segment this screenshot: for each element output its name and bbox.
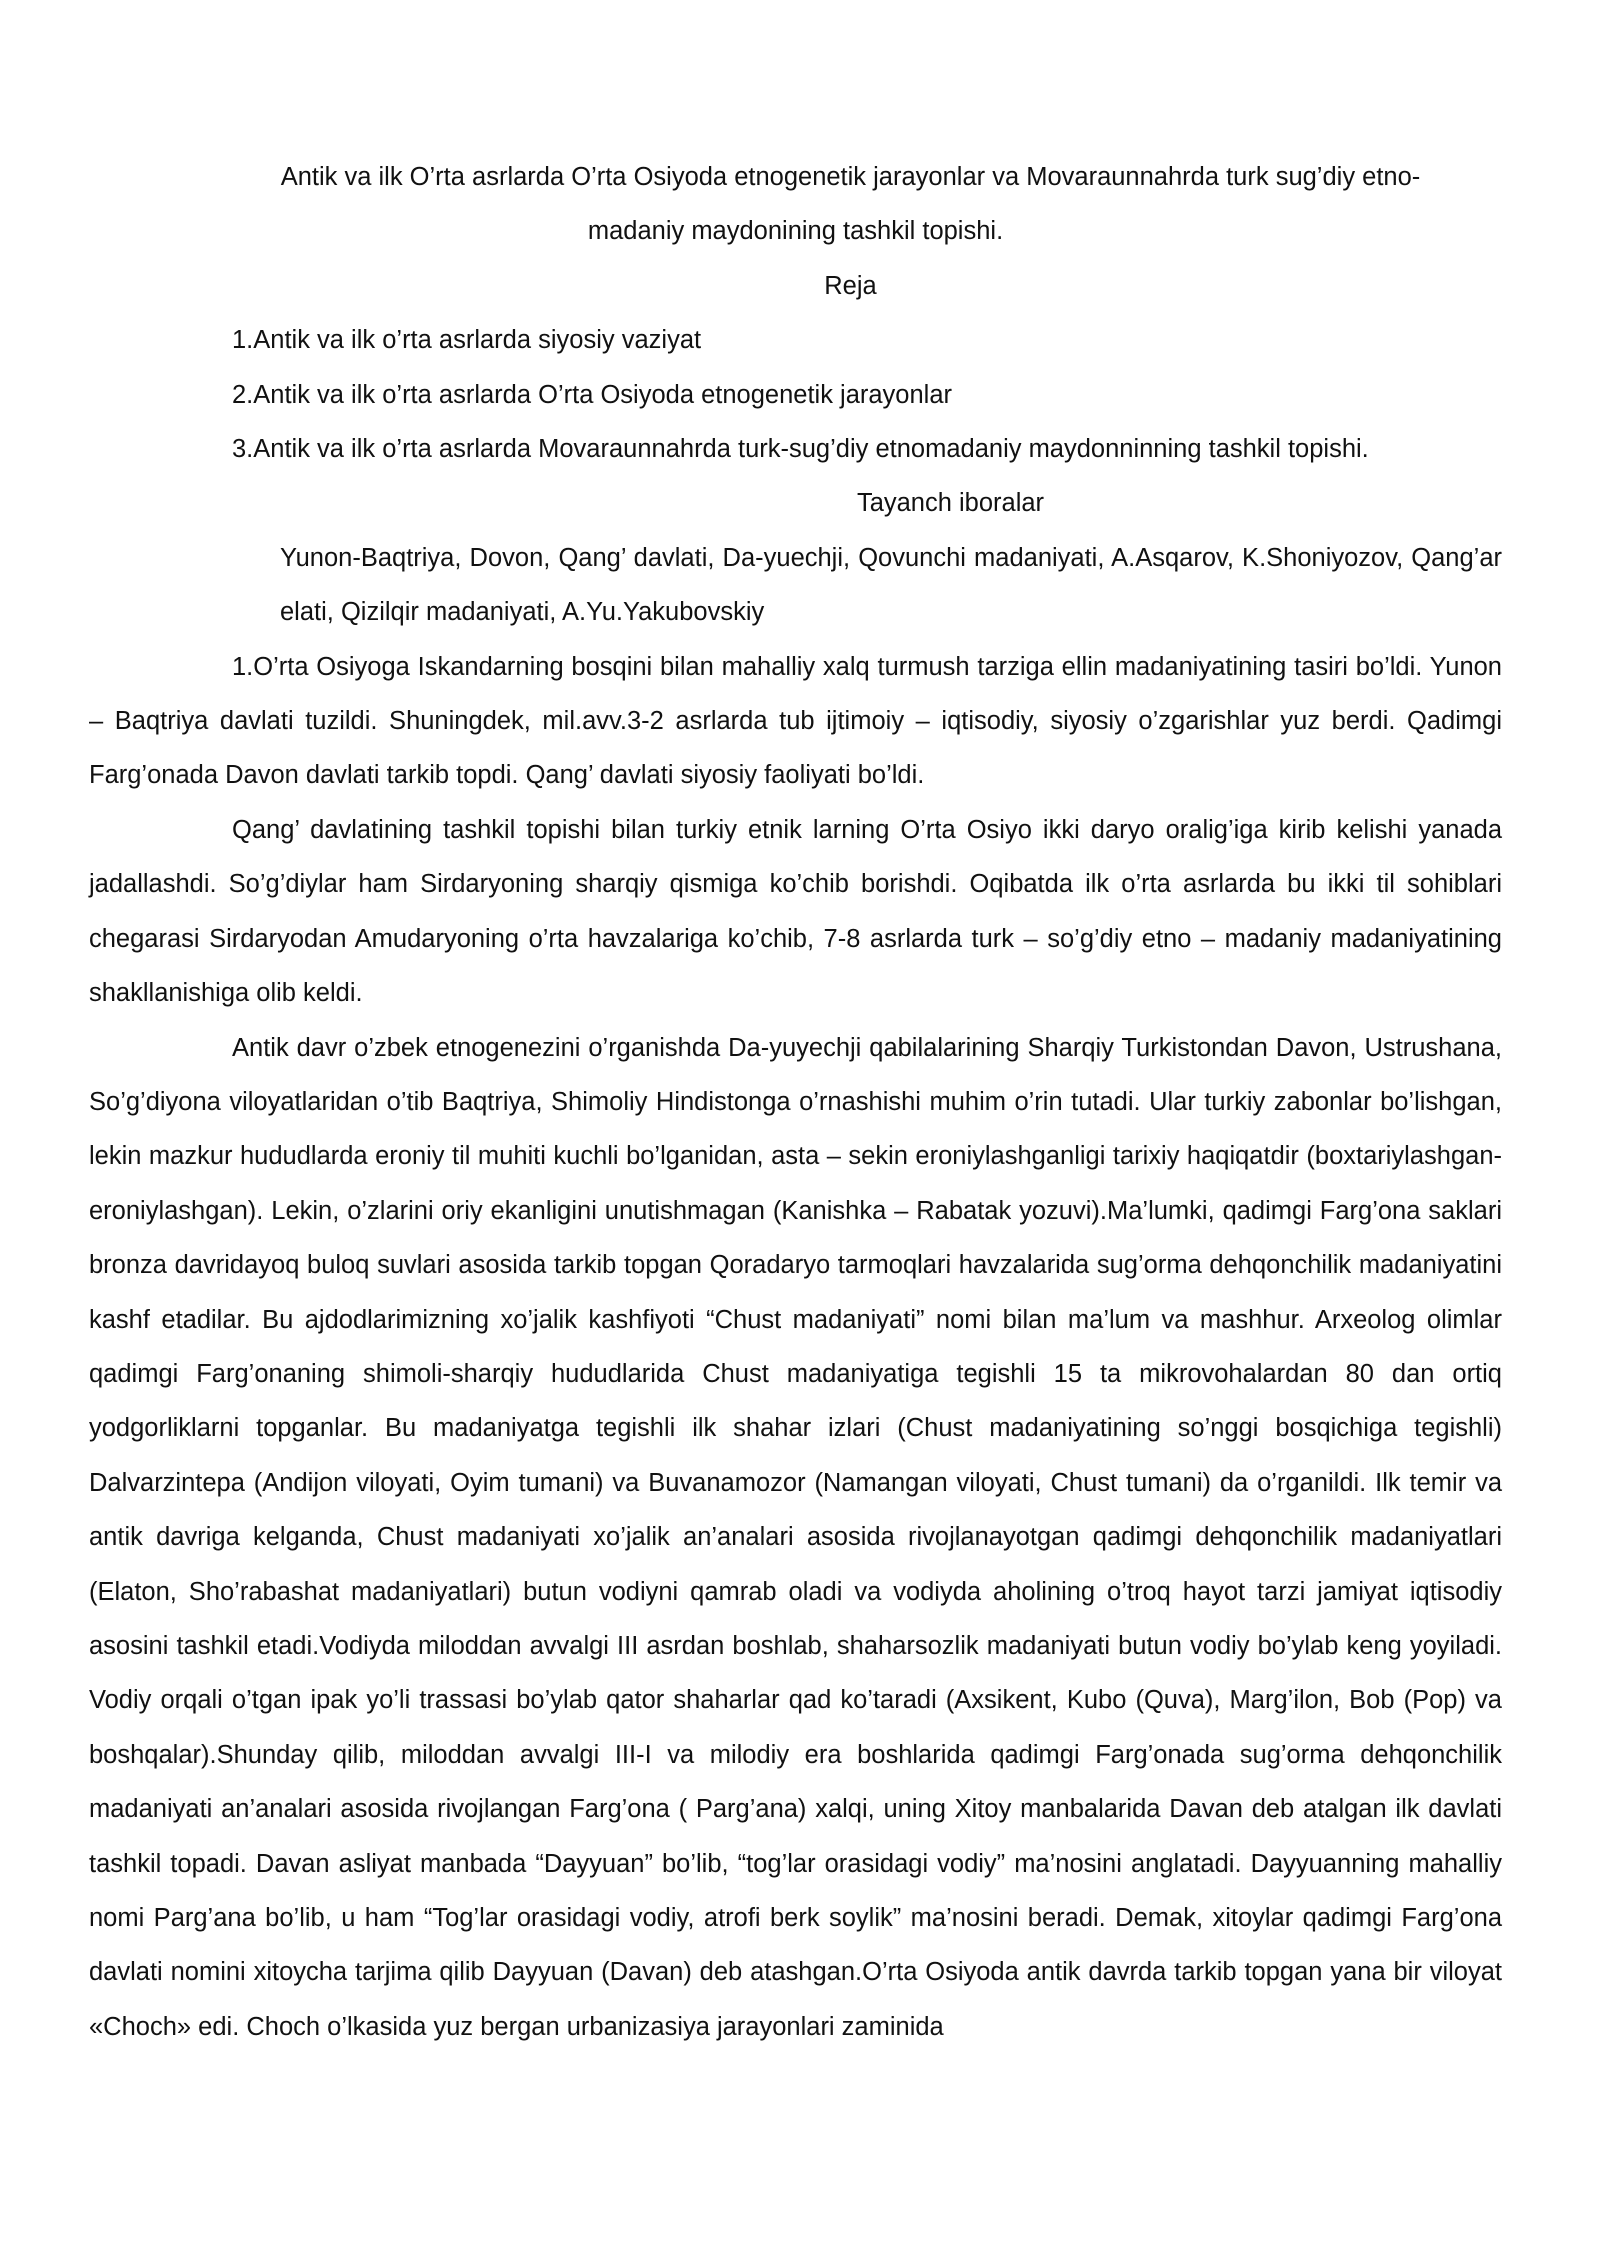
- plan-item-1: 1.Antik va ilk o’rta asrlarda siyosiy vaziyat: [232, 326, 702, 355]
- keywords-heading: Tayanch iboralar: [856, 489, 1045, 518]
- plan-item-2: 2.Antik va ilk o’rta asrlarda O’rta Osiyoda etnogenetik jarayonlar: [232, 380, 953, 409]
- keywords-list: Yunon-Baqtriya, Dovon, Qang’ davlati, Da-yuechji, Qovunchi madaniyati, A.Asqarov, K.Shoniyozov, Qang’ar elati, Qizilqir madaniyati, A.Yu.Yakubovskiy: [280, 543, 1502, 627]
- plan-heading: Reja: [824, 271, 877, 300]
- body-paragraph-2: Qang’ davlatining tashkil topishi bilan turkiy etnik larning O’rta Osiyo ikki daryo oralig’iga kirib kelishi yanada jadallashdi. So’g’diylar ham Sirdaryoning sharqiy qismiga ko’chib borishdi. Oqibatda ilk o’rta asrlarda bu ikki til sohiblari chegarasi Sirdaryodan Amudaryoning o’rta havzalariga ko’chib, 7-8 asrlarda turk – so’g’diy etno – madaniy madaniyatining shakllanishiga olib keldi.: [89, 815, 1502, 1008]
- document-title-line-1: Antik va ilk O’rta asrlarda O’rta Osiyoda etnogenetik jarayonlar va Movaraunnahrda turk sug’diy etno-: [280, 163, 1421, 191]
- plan-item-3: 3.Antik va ilk o’rta asrlarda Movaraunnahrda turk-sug’diy etnomadaniy maydonninning tashkil topishi.: [232, 435, 1369, 464]
- body-paragraph-1: 1.O’rta Osiyoga Iskandarning bosqini bilan mahalliy xalq turmush tarziga ellin madaniyatining tasiri bo’ldi. Yunon – Baqtriya davlati tuzildi. Shuningdek, mil.avv.3-2 asrlarda tub ijtimoiy – iqtisodiy, siyosiy o’zgarishlar yuz berdi. Qadimgi Farg’onada Davon davlati tarkib topdi. Qang’ davlati siyosiy faoliyati bo’ldi.: [89, 652, 1502, 790]
- document-title-line-2: madaniy maydonining tashkil topishi.: [587, 217, 1004, 246]
- body-paragraph-3: Antik davr o’zbek etnogenezini o’rganishda Da-yuyechji qabilalarining Sharqiy Turkistondan Davon, Ustrushana, So’g’diyona viloyatlaridan o’tib Baqtriya, Shimoliy Hindistonga o’rnashishi muhim o’rin tutadi. Ular turkiy zabonlar bo’lishgan, lekin mazkur hududlarda eroniy til muhiti kuchli bo’lganidan, asta – sekin eroniylashganligi tarixiy haqiqatdir (boxtariylashgan- eroniylashgan). Lekin, o’zlarini oriy ekanligini unutishmagan (Kanishka – Rabatak yozuvi).Ma’lumki, qadimgi Farg’ona saklari bronza davridayoq buloq suvlari asosida tarkib topgan Qoradaryo tarmoqlari havzalarida sug’orma dehqonchilik madaniyatini kashf etadilar. Bu ajdodlarimizning xo’jalik kashfiyoti “Chust madaniyati” nomi bilan ma’lum va mashhur. Arxeolog olimlar qadimgi Farg’onaning shimoli-sharqiy hududlarida Chust madaniyatiga tegishli 15 ta mikrovohalardan 80 dan ortiq yodgorliklarni topganlar. Bu madaniyatga tegishli ilk shahar izlari (Chust madaniyatining so’nggi bosqichiga tegishli) Dalvarzintepa (Andijon viloyati, Oyim tumani) va Buvanamozor (Namangan viloyati, Chust tumani) da o’rganildi. Ilk temir va antik davriga kelganda, Chust madaniyati xo’jalik an’analari asosida rivojlanayotgan qadimgi dehqonchilik madaniyatlari (Elaton, Sho’rabashat madaniyatlari) butun vodiyni qamrab oladi va vodiyda aholining o’troq hayot tarzi jamiyat iqtisodiy asosini tashkil etadi.Vodiyda miloddan avvalgi III asrdan boshlab, shaharsozlik madaniyati butun vodiy bo’ylab keng yoyiladi. Vodiy orqali o’tgan ipak yo’li trassasi bo’ylab qator shaharlar qad ko’taradi (Axsikent, Kubo (Quva), Marg’ilon, Bob (Pop) va boshqalar).Shunday qilib, miloddan avvalgi III-I va milodiy era boshlarida qadimgi Farg’onada sug’orma dehqonchilik madaniyati an’analari asosida rivojlangan Farg’ona ( Parg’ana) xalqi, uning Xitoy manbalarida Davan deb atalgan ilk davlati tashkil topadi. Davan asliyat manbada “Dayyuan” bo’lib, “tog’lar orasidagi vodiy” ma’nosini anglatadi. Dayyuanning mahalliy nomi Parg’ana bo’lib, u ham “Tog’lar orasidagi vodiy, atrofi berk soylik” ma’nosini beradi. Demak, xitoylar qadimgi Farg’ona davlati nomini xitoycha tarjima qilib Dayyuan (Davan) deb atashgan.O’rta Osiyoda antik davrda tarkib topgan yana bir viloyat «Choch» edi. Choch o’lkasida yuz bergan urbanizasiya jarayonlari zaminida: [89, 1033, 1502, 2041]
